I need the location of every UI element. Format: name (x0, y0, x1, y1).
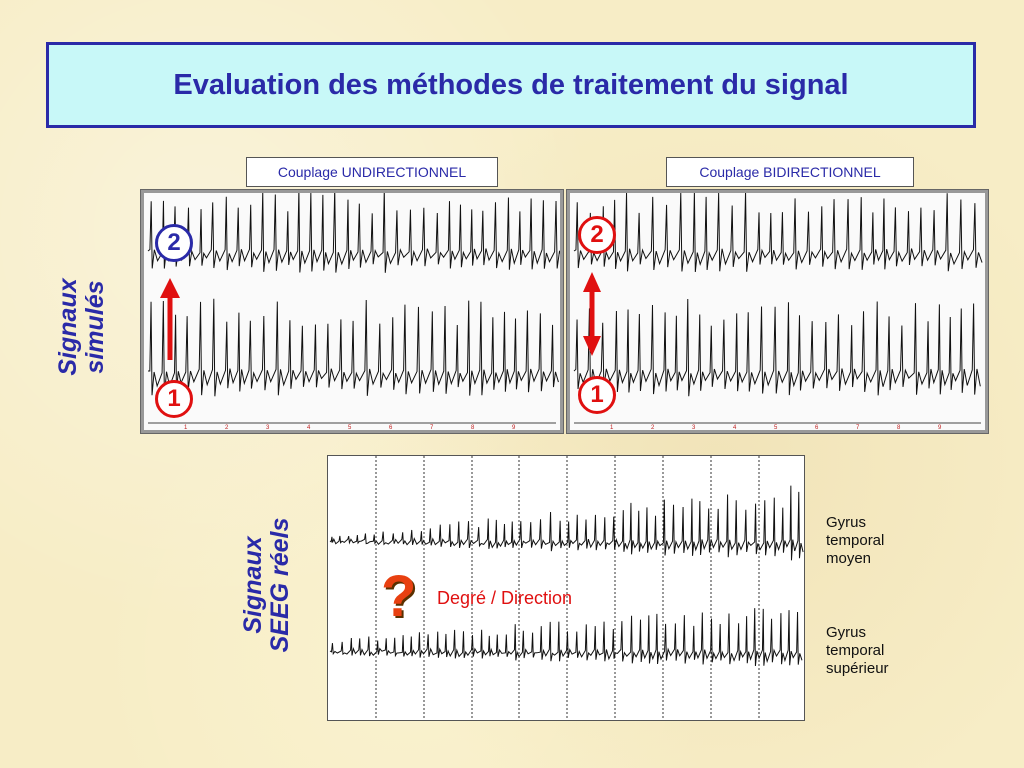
top-region-label (826, 514, 884, 568)
bidirectional-coupling-label: Couplage BIDIRECTIONNEL (666, 157, 914, 187)
bottom-region-line3: supérieur (826, 660, 889, 677)
uni-axis-tick-label: 4 (307, 425, 311, 430)
bottom-region-label (826, 624, 889, 678)
top-region-line3: moyen (826, 550, 872, 567)
uni-axis-tick-label: 3 (266, 425, 270, 430)
uni-axis-tick-label: 8 (471, 425, 475, 430)
bottom-region-line2: temporal (826, 642, 885, 659)
bidirectional-arrow (583, 272, 601, 356)
uni-axis-tick-label: 5 (348, 425, 352, 430)
bi-axis-tick-label: 2 (651, 425, 655, 430)
uni-axis-tick-label: 6 (389, 425, 393, 430)
bottom-region-line1: Gyrus (826, 624, 867, 641)
uni-node-1: 1 (155, 380, 193, 418)
uni-axis-tick-label: 9 (512, 425, 516, 430)
uni-axis-tick-label: 2 (225, 425, 229, 430)
unidirectional-arrow (160, 278, 180, 360)
bi-axis-tick-label: 4 (733, 425, 737, 430)
bi-axis-tick-label: 1 (610, 425, 614, 430)
bi-axis-tick-label: 9 (938, 425, 942, 430)
degree-direction-label: Degré / Direction (437, 588, 573, 608)
unidirectional-coupling-label: Couplage UNDIRECTIONNEL (246, 157, 498, 187)
page-title: Evaluation des méthodes de traitement du signal (173, 68, 849, 101)
bi-axis-tick-label: 6 (815, 425, 819, 430)
seeg-label-line2: SEEG réels (266, 517, 294, 653)
seeg-label-line1: Signaux (239, 536, 267, 634)
top-region-line1: Gyrus (826, 514, 867, 531)
uni-axis-tick-label: 7 (430, 425, 434, 430)
bi-axis-tick-label: 7 (856, 425, 860, 430)
bi-node-1: 1 (578, 376, 616, 414)
uni-node-2: 2 (155, 224, 193, 262)
top-region-line2: temporal (826, 532, 885, 549)
question-mark-icon: ? (381, 564, 417, 629)
simulated-label-line1: Signaux (54, 278, 82, 376)
bi-axis-tick-label: 8 (897, 425, 901, 430)
bi-axis-tick-label: 5 (774, 425, 778, 430)
uni-axis-tick-label: 1 (184, 425, 188, 430)
bi-axis-tick-label: 3 (692, 425, 696, 430)
seeg-signals-label (240, 495, 300, 675)
simulated-label-line2: simulés (81, 280, 109, 374)
bi-node-2: 2 (578, 216, 616, 254)
